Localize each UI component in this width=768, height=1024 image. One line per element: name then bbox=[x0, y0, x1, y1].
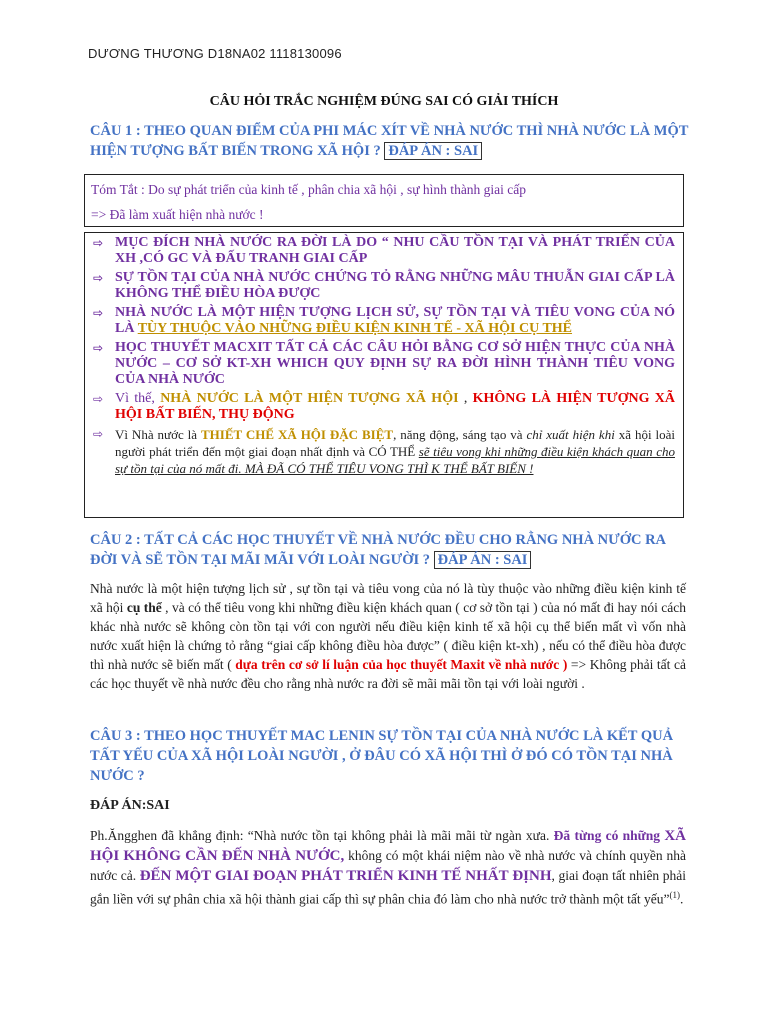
arrow-icon: ⇨ bbox=[93, 427, 104, 441]
bullet-text: Vì Nhà nước là bbox=[115, 427, 201, 442]
bullet-emphasis: KHÔNG LÀ HIỆN TƯỢNG XÃ HỘI BẤT BIẾN, THỤ ĐỘNG bbox=[115, 391, 676, 422]
paragraph-bold: Đã từng có những bbox=[553, 828, 665, 843]
arrow-icon: ⇨ bbox=[93, 306, 104, 320]
page-title: CÂU HỎI TRẮC NGHIỆM ĐÚNG SAI CÓ GIẢI THÍCH bbox=[209, 94, 559, 109]
paragraph-text: , giai đoạn tất nhiên phải gắn liền với sự phân chia xã hội thành giai cấp thì sự phân chia đó làm cho nhà nước trở thành một tất yếu” bbox=[90, 868, 687, 907]
question-1-answer: ĐÁP ÁN : SAI bbox=[384, 142, 482, 160]
footnote-ref: (1) bbox=[669, 890, 680, 900]
arrow-icon: ⇨ bbox=[93, 341, 104, 355]
paragraph-emphasis: XÃ HỘI KHÔNG CẦN ĐẾN NHÀ NƯỚC, bbox=[90, 828, 686, 864]
bullet-text: MỤC ĐÍCH NHÀ NƯỚC RA ĐỜI LÀ DO “ NHU CẦU TỒN TẠI VÀ PHÁT TRIỂN CỦA XH ,CÓ GC VÀ ĐẤU TRANH GIAI CẤP bbox=[115, 235, 675, 266]
bullet-text: xã hội loài người phát triển đến một giai đoạn nhất định và CÓ THỂ bbox=[115, 427, 675, 459]
bullet-item bbox=[93, 305, 675, 337]
bullet-item bbox=[93, 235, 675, 267]
bullet-conclusion: sẽ tiêu vong khi những điều kiện khách quan cho sự tồn tại của nó mất đi. MÀ ĐÃ CÓ THỂ TIÊU VONG THÌ K THỂ BẤT BIẾN ! bbox=[115, 444, 675, 476]
bullet-text: NHÀ NƯỚC LÀ MỘT HIỆN TƯỢNG LỊCH SỬ, SỰ TỒN TẠI VÀ TIÊU VONG CỦA NÓ LÀ bbox=[115, 305, 675, 336]
arrow-icon: ⇨ bbox=[93, 236, 104, 250]
paragraph-emphasis: ĐẾN MỘT GIAI ĐOẠN PHÁT TRIỂN KINH TẾ NHẤT ĐỊNH bbox=[139, 868, 552, 884]
bullet-item bbox=[93, 426, 675, 477]
question-2-text: CÂU 2 : TẤT CẢ CÁC HỌC THUYẾT VỀ NHÀ NƯỚC ĐỀU CHO RẰNG NHÀ NƯỚC RA ĐỜI VÀ SẼ TỒN TẠI MÃI MÃI VỚI LOÀI NGƯỜI ? bbox=[90, 532, 666, 568]
question-1 bbox=[90, 121, 690, 161]
paragraph-emphasis: dựa trên cơ sở lí luận của học thuyết Maxit về nhà nước ) bbox=[235, 657, 568, 672]
bullet-item bbox=[93, 391, 676, 423]
question-3-text: CÂU 3 : THEO HỌC THUYẾT MAC LENIN SỰ TỒN TẠI CỦA NHÀ NƯỚC LÀ KẾT QUẢ TẤT YẾU CỦA XÃ HỘI LOÀI NGƯỜI , Ở ĐÂU CÓ XÃ HỘI THÌ Ở ĐÓ CÓ TỒN TẠI NHÀ NƯỚC ? bbox=[90, 728, 674, 784]
bullet-item bbox=[93, 270, 675, 302]
paragraph-text: Nhà nước là một hiện tượng lịch sử , sự tồn tại và tiêu vong của nó là tùy thuộc vào những điều kiện kinh tế xã hội bbox=[90, 581, 686, 615]
bullet-italic: chỉ xuất hiện khi bbox=[526, 427, 615, 442]
answer-2-paragraph bbox=[90, 579, 686, 693]
arrow-icon: ⇨ bbox=[93, 392, 104, 406]
bullet-highlight: THIẾT CHẾ XÃ HỘI ĐẶC BIỆT bbox=[200, 427, 394, 442]
bullet-text: , năng động, sáng tạo và bbox=[393, 427, 527, 442]
paragraph-text: Ph.Ăngghen đã khẳng định: “Nhà nước tồn tại không phải là mãi mãi từ ngàn xưa. bbox=[90, 828, 554, 843]
summary-box bbox=[84, 174, 684, 227]
paragraph-text: . bbox=[679, 891, 684, 907]
paragraph-text: , và có thể tiêu vong khi những điều kiện khách quan ( cơ sở tồn tại ) của nó mất đi hay nói cách khác nhà nước sẽ không còn tồn tại với con người nếu điều kiện kinh tế xã hội cụ thể biến mất vì vốn nhà nước xuất hiện là chứng tỏ rằng “giai cấp không điều hòa được” ( điều kiện kt-xh) , nếu có thể điều hòa được thì nhà nước sẽ biến mất ( bbox=[90, 600, 686, 672]
paragraph-text: => Không phải tất cả các học thuyết về nhà nước đều cho rằng nhà nước ra đời sẽ mãi mãi tồn tại với loài người . bbox=[90, 657, 686, 691]
question-3 bbox=[90, 726, 690, 786]
question-2 bbox=[90, 530, 690, 570]
summary-line-2: => Đã làm xuất hiện nhà nước ! bbox=[91, 207, 264, 222]
question-1-text: CÂU 1 : THEO QUAN ĐIỂM CỦA PHI MÁC XÍT VỀ NHÀ NƯỚC THÌ NHÀ NƯỚC LÀ MỘT HIỆN TƯỢNG BẤT BIẾN TRONG XÃ HỘI ? bbox=[90, 123, 689, 159]
question-2-answer: ĐÁP ÁN : SAI bbox=[434, 551, 532, 569]
arrow-icon: ⇨ bbox=[93, 271, 104, 285]
bullet-highlight: TÙY THUỘC VÀO NHỮNG ĐIỀU KIỆN KINH TẾ - XÃ HỘI CỤ THỂ bbox=[137, 321, 573, 336]
paragraph-bold: cụ thể bbox=[126, 600, 162, 615]
explanation-box bbox=[84, 232, 684, 518]
bullet-text: SỰ TỒN TẠI CỦA NHÀ NƯỚC CHỨNG TỎ RẰNG NHỮNG MÂU THUẪN GIAI CẤP LÀ KHÔNG THỂ ĐIỀU HÒA ĐƯỢC bbox=[115, 270, 675, 301]
author-header: DƯƠNG THƯƠNG D18NA02 1118130096 bbox=[88, 46, 342, 61]
summary-line-1: Tóm Tắt : Do sự phát triển của kinh tế , phân chia xã hội , sự hình thành giai cấp bbox=[91, 182, 527, 197]
bullet-highlight: NHÀ NƯỚC LÀ MỘT HIỆN TƯỢNG XÃ HỘI bbox=[160, 391, 459, 406]
bullet-text: Vì thế, bbox=[115, 391, 161, 406]
answer-3-label: ĐÁP ÁN:SAI bbox=[90, 798, 170, 813]
bullet-separator: , bbox=[458, 391, 473, 406]
answer-3-paragraph bbox=[90, 826, 686, 909]
paragraph-text: không có một khái niệm nào về nhà nước và chính quyền nhà nước cả. bbox=[90, 848, 687, 883]
bullet-text: HỌC THUYẾT MACXIT TẤT CẢ CÁC CÂU HỎI BẰNG CƠ SỞ HIỆN THỰC CỦA NHÀ NƯỚC – CƠ SỞ KT-XH WHICH QUY ĐỊNH SỰ RA ĐỜI HÌNH THÀNH TIÊU VONG CỦA NHÀ NƯỚC bbox=[115, 340, 675, 387]
bullet-item bbox=[93, 340, 675, 388]
